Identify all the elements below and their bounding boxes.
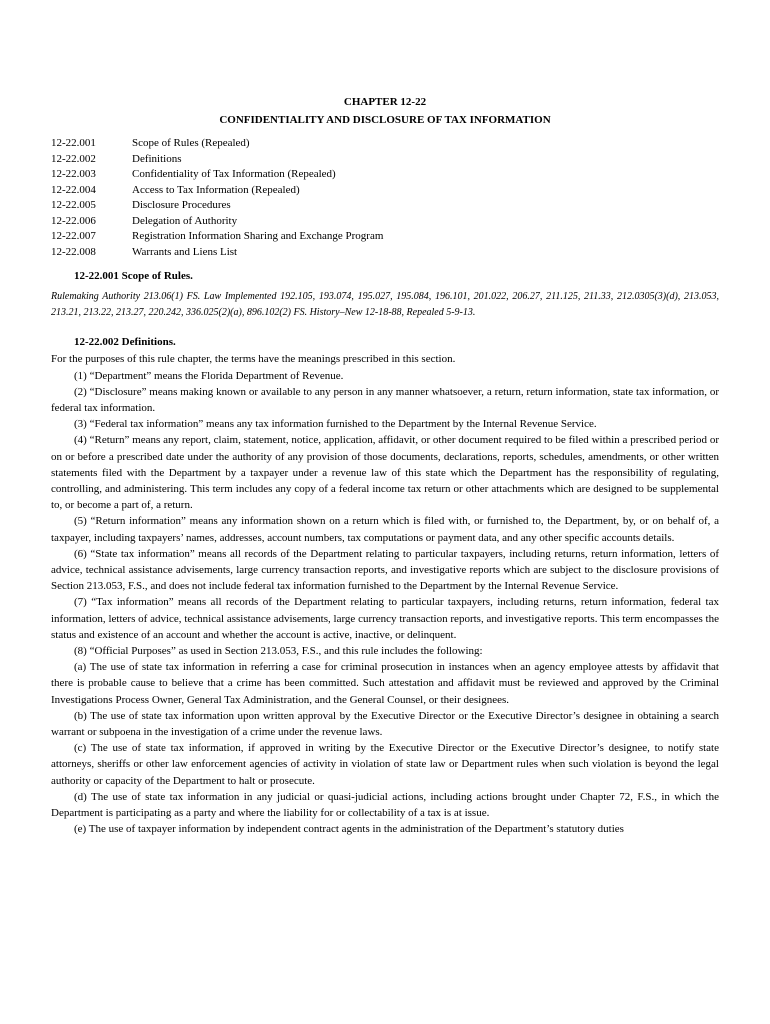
toc-number: 12-22.004 bbox=[51, 183, 96, 196]
definition-paragraph: (5) “Return information” means any information shown on a return which is filed with, or furnished to, the Department, by, or on behalf of, a taxpayer, including taxpayers’ names, addresses, account numbers, tax computations or payment data, and any other specific accounts details. bbox=[51, 515, 719, 544]
toc-row bbox=[51, 152, 719, 168]
toc-number: 12-22.006 bbox=[51, 214, 96, 227]
toc-title: Delegation of Authority bbox=[132, 214, 238, 227]
toc-row bbox=[51, 136, 719, 152]
rule-001-heading: 12-22.001 Scope of Rules. bbox=[74, 270, 193, 282]
definition-paragraph: (6) “State tax information” means all records of the Department relating to particular taxpayers, including returns, return information, letters of advice, technical assistance advisements, large currency transaction reports, and investigative reports which are subject to the disclosure provisions of Section 213.053, F.S., and does not include federal tax information furnished to the Department by the Internal Revenue Service. bbox=[51, 547, 719, 593]
chapter-title: CONFIDENTIALITY AND DISCLOSURE OF TAX INFORMATION bbox=[219, 114, 551, 126]
page-content bbox=[51, 93, 719, 838]
toc-row bbox=[51, 214, 719, 230]
toc-number: 12-22.007 bbox=[51, 230, 96, 242]
official-purpose-item: (e) The use of taxpayer information by independent contract agents in the administration of the Department’s statutory duties bbox=[74, 823, 624, 836]
toc-row bbox=[51, 198, 719, 214]
definition-paragraph: (7) “Tax information” means all records of the Department relating to particular taxpayers, including returns, return information, federal tax information, letters of advice, technical assistance advisements, large currency transaction reports, and investigative reports. This term encompasses the status and existence of an account and whether the account is active, inactive, or delinquent. bbox=[51, 596, 719, 641]
chapter-number: CHAPTER 12-22 bbox=[343, 96, 427, 108]
definition-paragraph: (8) “Official Purposes” as used in Section 213.053, F.S., and this rule includes the following: bbox=[74, 645, 483, 658]
toc-row bbox=[51, 183, 719, 199]
toc-row bbox=[51, 229, 719, 245]
toc-title: Confidentiality of Tax Information (Repealed) bbox=[132, 168, 336, 180]
definition-paragraph: (1) “Department” means the Florida Department of Revenue. bbox=[74, 369, 344, 382]
toc-title: Definitions bbox=[132, 152, 182, 165]
toc-number: 12-22.001 bbox=[51, 137, 96, 149]
toc-title: Scope of Rules (Repealed) bbox=[132, 137, 250, 149]
definitions-intro: For the purposes of this rule chapter, the terms have the meanings prescribed in this section. bbox=[51, 353, 456, 366]
toc-number: 12-22.005 bbox=[51, 199, 96, 211]
toc-title: Disclosure Procedures bbox=[132, 199, 231, 211]
toc-title: Warrants and Liens List bbox=[132, 245, 238, 258]
toc-row bbox=[51, 245, 719, 261]
toc-title: Access to Tax Information (Repealed) bbox=[132, 183, 300, 196]
official-purpose-item: (b) The use of state tax information upon written approval by the Executive Director or the Executive Director’s designee in obtaining a search warrant or subpoena in the investigation of a crime under the revenue laws. bbox=[51, 709, 719, 739]
definition-paragraph: (3) “Federal tax information” means any tax information furnished to the Department by the Internal Revenue Service. bbox=[74, 418, 597, 431]
definition-paragraph: (2) “Disclosure” means making known or available to any person in any manner whatsoever, a return, return information, state tax information, or federal tax information. bbox=[51, 385, 719, 415]
rule-001-history-note: Rulemaking Authority 213.06(1) FS. Law Implemented 192.105, 193.074, 195.027, 195.084, 196.101, 201.022, 206.27, 211.125, 211.33, 212.0305(3)(d), 213.053, 213.21, 213.22, 213.27, 220.242, 336.025(2)(a), 896.102(2) FS. History–New 12-18-88, Repealed 5-9-13. bbox=[51, 291, 719, 319]
table-of-contents bbox=[51, 136, 719, 260]
official-purpose-item: (c) The use of state tax information, if approved in writing by the Executive Director or the Executive Director’s designee, to notify state attorneys, sheriffs or other law enforcement agencies of activity in violation of state law or Department rules when such violation is beyond the legal authority or capacity of the Department to halt or prosecute. bbox=[51, 742, 719, 787]
toc-number: 12-22.003 bbox=[51, 168, 96, 180]
toc-title: Registration Information Sharing and Exchange Program bbox=[132, 230, 384, 242]
toc-number: 12-22.008 bbox=[51, 245, 96, 258]
official-purpose-item: (a) The use of state tax information in referring a case for criminal prosecution in instances when an agency employee attests by affidavit that there is probable cause to believe that a crime has been committed. Such attestation and affidavit must be reviewed and approved by the Criminal Investigations Process Owner, General Tax Administration, and the General Counsel, or their designees. bbox=[51, 661, 719, 706]
official-purpose-item: (d) The use of state tax information in any judicial or quasi-judicial actions, including actions brought under Chapter 72, F.S., in which the Department is participating as a party and where the liability for or collectability of a tax is at issue. bbox=[51, 790, 719, 820]
rule-002-heading: 12-22.002 Definitions. bbox=[74, 336, 176, 349]
toc-number: 12-22.002 bbox=[51, 152, 96, 165]
toc-row bbox=[51, 167, 719, 183]
definition-paragraph: (4) “Return” means any report, claim, statement, notice, application, affidavit, or other document required to be filed within a prescribed period or on or before a prescribed date under the authority of any provision of those documents, declarations, reports, schedules, amendments, or other written statements filed with the Department by a taxpayer under a revenue law of this state which the Department has the responsibility of regulating, controlling, and administering. This term includes any copy of a federal income tax return or other attachments which are designed to be supplemental to, or become a part of, a return. bbox=[51, 434, 719, 512]
